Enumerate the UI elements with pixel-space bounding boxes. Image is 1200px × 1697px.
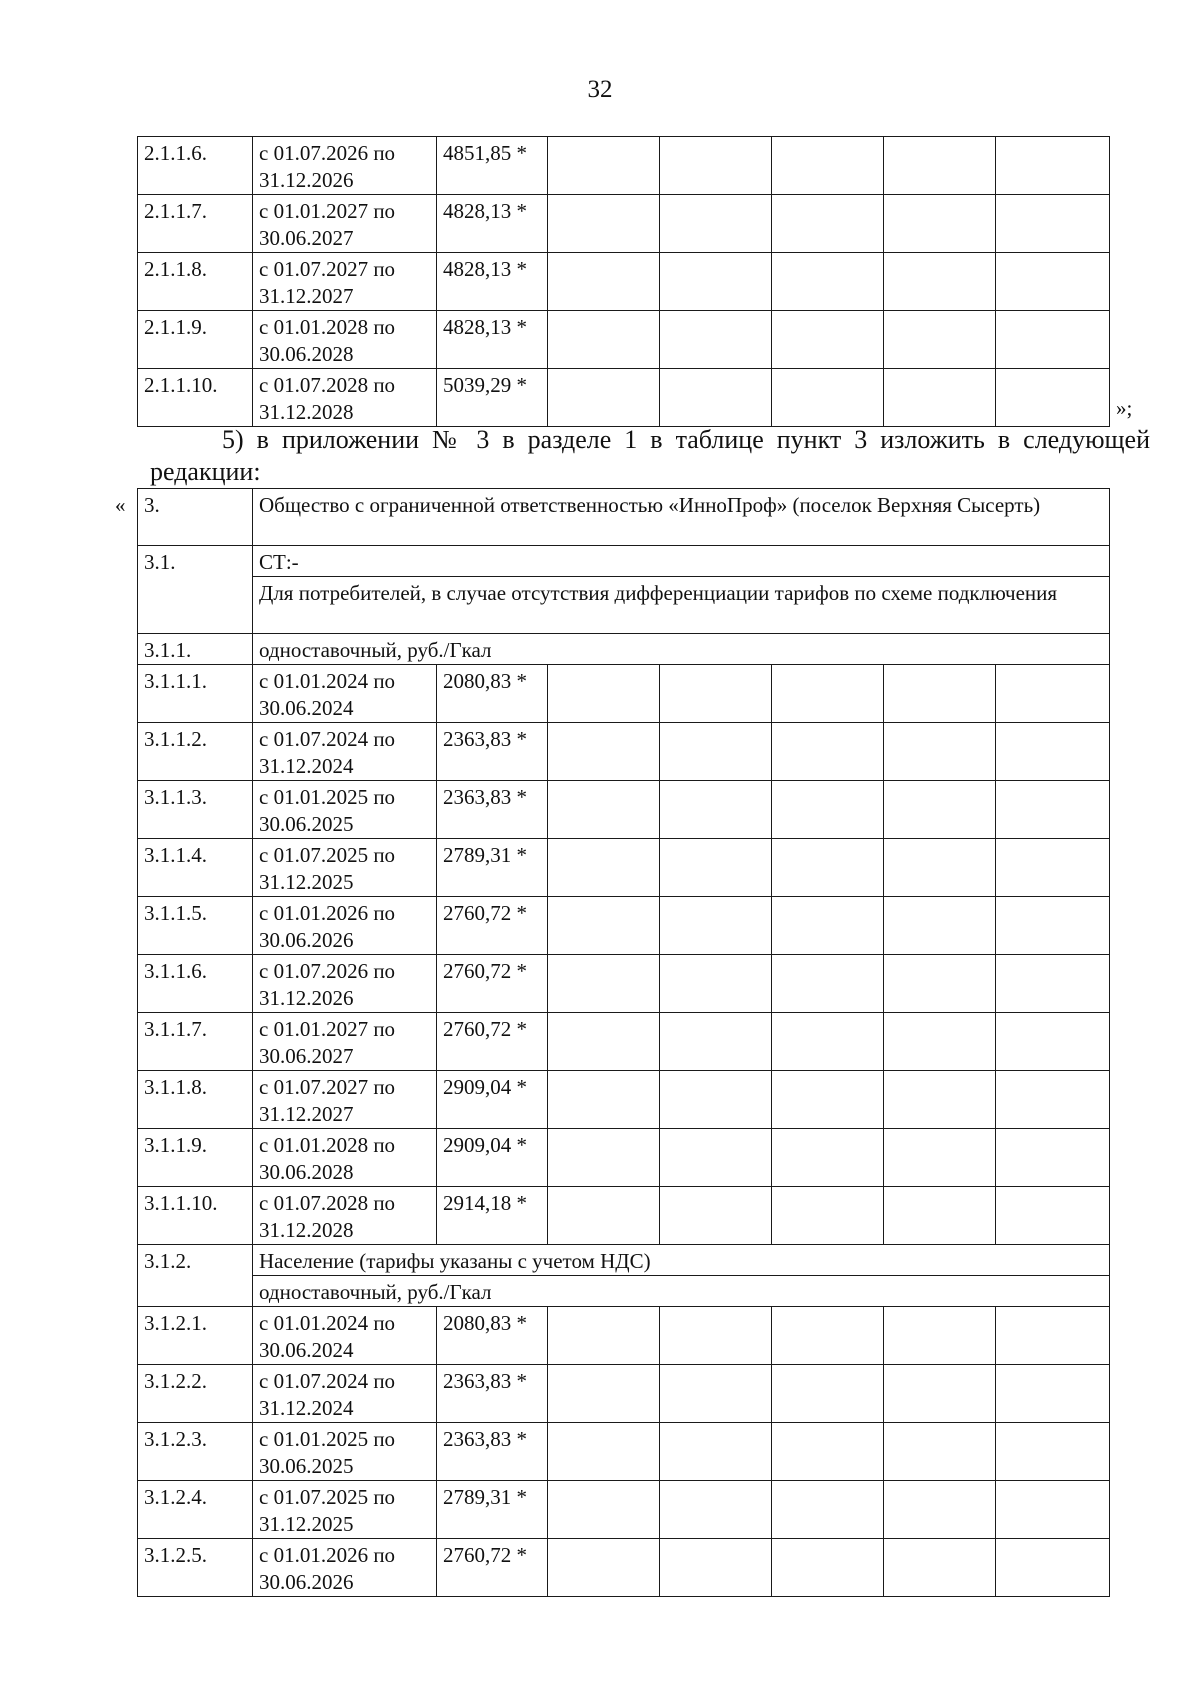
row-period: с 01.01.2024 по 30.06.2024: [253, 665, 437, 723]
empty-cell: [996, 1307, 1110, 1365]
row-code: 3.1.2.1.: [138, 1307, 253, 1365]
table-row: [138, 955, 1110, 1013]
row-code: 3.1.1.6.: [138, 955, 253, 1013]
empty-cell: [772, 195, 884, 253]
empty-cell: [660, 1071, 772, 1129]
row-code: 2.1.1.9.: [138, 311, 253, 369]
empty-cell: [996, 195, 1110, 253]
empty-cell: [996, 1013, 1110, 1071]
empty-cell: [548, 723, 660, 781]
empty-cell: [996, 955, 1110, 1013]
table-row: [138, 1071, 1110, 1129]
empty-cell: [996, 1539, 1110, 1597]
row-code: 3.1.1.7.: [138, 1013, 253, 1071]
row-period: с 01.01.2024 по 30.06.2024: [253, 1307, 437, 1365]
consumers-row: [138, 577, 1110, 634]
row-value: 5039,29 *: [437, 369, 548, 427]
empty-cell: [660, 1423, 772, 1481]
table-row: [138, 1013, 1110, 1071]
empty-cell: [996, 723, 1110, 781]
table-row: [138, 253, 1110, 311]
row-value: 2909,04 *: [437, 1071, 548, 1129]
empty-cell: [660, 955, 772, 1013]
population-row: [138, 1245, 1110, 1276]
row-value: 2914,18 *: [437, 1187, 548, 1245]
row-code: 3.1.1.10.: [138, 1187, 253, 1245]
row-code: 3.1.2.3.: [138, 1423, 253, 1481]
empty-cell: [660, 839, 772, 897]
empty-cell: [772, 369, 884, 427]
empty-cell: [548, 195, 660, 253]
row-value: 2080,83 *: [437, 1307, 548, 1365]
empty-cell: [772, 1187, 884, 1245]
rate-label: одноставочный, руб./Гкал: [253, 634, 1110, 665]
empty-cell: [884, 955, 996, 1013]
table-row: [138, 369, 1110, 427]
empty-cell: [884, 1013, 996, 1071]
row-code: 3.1.1.3.: [138, 781, 253, 839]
empty-cell: [660, 1365, 772, 1423]
table-row: [138, 1423, 1110, 1481]
row-code: 2.1.1.7.: [138, 195, 253, 253]
empty-cell: [548, 1423, 660, 1481]
empty-cell: [772, 1013, 884, 1071]
row-value: 2760,72 *: [437, 1539, 548, 1597]
table-row: [138, 839, 1110, 897]
row-code: 3.1.2.4.: [138, 1481, 253, 1539]
row-code: 2.1.1.8.: [138, 253, 253, 311]
table-row: [138, 1365, 1110, 1423]
rate-code: 3.1.1.: [138, 634, 253, 665]
empty-cell: [996, 1071, 1110, 1129]
empty-cell: [660, 781, 772, 839]
empty-cell: [996, 897, 1110, 955]
table-row: [138, 1539, 1110, 1597]
row-value: 2363,83 *: [437, 723, 548, 781]
empty-cell: [884, 665, 996, 723]
row-period: с 01.01.2027 по 30.06.2027: [253, 1013, 437, 1071]
table-row: [138, 311, 1110, 369]
empty-cell: [660, 897, 772, 955]
row-code: 3.1.1.4.: [138, 839, 253, 897]
page-number: 32: [587, 76, 613, 103]
empty-cell: [884, 1129, 996, 1187]
empty-cell: [548, 665, 660, 723]
empty-cell: [884, 1187, 996, 1245]
row-period: с 01.07.2027 по 31.12.2027: [253, 253, 437, 311]
empty-cell: [660, 253, 772, 311]
row-period: с 01.07.2028 по 31.12.2028: [253, 1187, 437, 1245]
empty-cell: [772, 1481, 884, 1539]
empty-cell: [548, 1187, 660, 1245]
empty-cell: [548, 1539, 660, 1597]
empty-cell: [996, 839, 1110, 897]
empty-cell: [772, 1365, 884, 1423]
row-period: с 01.01.2028 по 30.06.2028: [253, 1129, 437, 1187]
row-value: 2789,31 *: [437, 839, 548, 897]
empty-cell: [660, 1013, 772, 1071]
row-period: с 01.01.2026 по 30.06.2026: [253, 1539, 437, 1597]
row-code: 2.1.1.6.: [138, 137, 253, 195]
row-value: 2363,83 *: [437, 1423, 548, 1481]
table-row: [138, 781, 1110, 839]
row-value: 4828,13 *: [437, 311, 548, 369]
empty-cell: [772, 1071, 884, 1129]
section-code: 3.: [138, 489, 253, 546]
empty-cell: [660, 1481, 772, 1539]
table-row: [138, 897, 1110, 955]
empty-cell: [548, 781, 660, 839]
empty-cell: [660, 311, 772, 369]
row-code: 3.1.1.5.: [138, 897, 253, 955]
empty-cell: [884, 839, 996, 897]
empty-cell: [884, 1071, 996, 1129]
empty-cell: [884, 1307, 996, 1365]
empty-cell: [772, 311, 884, 369]
empty-cell: [996, 1365, 1110, 1423]
row-value: 2760,72 *: [437, 897, 548, 955]
empty-cell: [548, 839, 660, 897]
row-period: с 01.07.2025 по 31.12.2025: [253, 1481, 437, 1539]
empty-cell: [772, 1307, 884, 1365]
empty-cell: [996, 1423, 1110, 1481]
organization-name: Общество с ограниченной ответственностью «ИнноПроф» (поселок Верхняя Сысерть): [253, 489, 1110, 546]
empty-cell: [548, 955, 660, 1013]
empty-cell: [548, 1307, 660, 1365]
empty-cell: [772, 1539, 884, 1597]
table-row: [138, 195, 1110, 253]
row-code: 3.1.2.5.: [138, 1539, 253, 1597]
empty-cell: [660, 665, 772, 723]
row-value: 2909,04 *: [437, 1129, 548, 1187]
row-value: 2760,72 *: [437, 955, 548, 1013]
tariff-table-continued: [137, 136, 1110, 427]
empty-cell: [996, 1187, 1110, 1245]
table-row: [138, 1481, 1110, 1539]
population-label: Население (тарифы указаны с учетом НДС): [253, 1245, 1110, 1276]
row-value: 2760,72 *: [437, 1013, 548, 1071]
empty-cell: [660, 369, 772, 427]
table-row: [138, 137, 1110, 195]
empty-cell: [884, 723, 996, 781]
empty-cell: [884, 1481, 996, 1539]
empty-cell: [884, 1365, 996, 1423]
row-code: 2.1.1.10.: [138, 369, 253, 427]
row-period: с 01.07.2026 по 31.12.2026: [253, 137, 437, 195]
table-row: [138, 665, 1110, 723]
empty-cell: [548, 897, 660, 955]
row-code: 3.1.1.1.: [138, 665, 253, 723]
empty-cell: [884, 137, 996, 195]
row-period: с 01.01.2025 по 30.06.2025: [253, 1423, 437, 1481]
empty-cell: [772, 839, 884, 897]
empty-cell: [884, 195, 996, 253]
empty-cell: [660, 723, 772, 781]
row-period: с 01.07.2025 по 31.12.2025: [253, 839, 437, 897]
empty-cell: [996, 781, 1110, 839]
empty-cell: [884, 781, 996, 839]
row-code: 3.1.1.8.: [138, 1071, 253, 1129]
subsection-row: [138, 546, 1110, 577]
empty-cell: [772, 137, 884, 195]
closing-quote: »;: [1116, 396, 1133, 420]
row-period: с 01.07.2027 по 31.12.2027: [253, 1071, 437, 1129]
empty-cell: [772, 1129, 884, 1187]
row-value: 2789,31 *: [437, 1481, 548, 1539]
row-code: 3.1.1.9.: [138, 1129, 253, 1187]
section-row: [138, 489, 1110, 546]
empty-cell: [772, 955, 884, 1013]
empty-cell: [996, 1129, 1110, 1187]
rate-label-population: одноставочный, руб./Гкал: [253, 1276, 1110, 1307]
row-value: 4828,13 *: [437, 195, 548, 253]
opening-quote: «: [115, 493, 126, 517]
empty-cell: [772, 723, 884, 781]
empty-cell: [996, 311, 1110, 369]
empty-cell: [884, 369, 996, 427]
empty-cell: [548, 1071, 660, 1129]
row-period: с 01.07.2024 по 31.12.2024: [253, 1365, 437, 1423]
empty-cell: [996, 253, 1110, 311]
row-period: с 01.01.2028 по 30.06.2028: [253, 311, 437, 369]
subsection-code: 3.1.: [138, 546, 253, 634]
empty-cell: [996, 369, 1110, 427]
row-value: 4851,85 *: [437, 137, 548, 195]
empty-cell: [772, 897, 884, 955]
empty-cell: [548, 311, 660, 369]
empty-cell: [660, 1539, 772, 1597]
empty-cell: [772, 665, 884, 723]
row-value: 2363,83 *: [437, 781, 548, 839]
row-period: с 01.07.2024 по 31.12.2024: [253, 723, 437, 781]
row-period: с 01.01.2025 по 30.06.2025: [253, 781, 437, 839]
row-value: 2363,83 *: [437, 1365, 548, 1423]
empty-cell: [884, 1423, 996, 1481]
table-row: [138, 723, 1110, 781]
row-period: с 01.01.2027 по 30.06.2027: [253, 195, 437, 253]
row-period: с 01.07.2028 по 31.12.2028: [253, 369, 437, 427]
rate-row: [138, 634, 1110, 665]
empty-cell: [772, 1423, 884, 1481]
empty-cell: [548, 1013, 660, 1071]
empty-cell: [996, 1481, 1110, 1539]
empty-cell: [548, 1365, 660, 1423]
rate-row-population: [138, 1276, 1110, 1307]
empty-cell: [548, 1129, 660, 1187]
row-value: 4828,13 *: [437, 253, 548, 311]
subsection-label: СТ:-: [253, 546, 1110, 577]
empty-cell: [772, 781, 884, 839]
empty-cell: [548, 137, 660, 195]
table-row: [138, 1129, 1110, 1187]
empty-cell: [548, 1481, 660, 1539]
row-code: 3.1.2.2.: [138, 1365, 253, 1423]
tariff-table-section-3: [137, 488, 1110, 1597]
empty-cell: [660, 1187, 772, 1245]
empty-cell: [548, 253, 660, 311]
consumers-label: Для потребителей, в случае отсутствия дифференциации тарифов по схеме подключения: [253, 577, 1110, 634]
empty-cell: [660, 137, 772, 195]
empty-cell: [660, 1307, 772, 1365]
row-period: с 01.07.2026 по 31.12.2026: [253, 955, 437, 1013]
empty-cell: [772, 253, 884, 311]
empty-cell: [660, 1129, 772, 1187]
empty-cell: [660, 195, 772, 253]
row-code: 3.1.1.2.: [138, 723, 253, 781]
empty-cell: [884, 253, 996, 311]
empty-cell: [884, 1539, 996, 1597]
amendment-paragraph: 5) в приложении № 3 в разделе 1 в таблице пункт 3 изложить в следующей редакции:: [150, 425, 1150, 486]
empty-cell: [548, 369, 660, 427]
empty-cell: [884, 311, 996, 369]
table-row: [138, 1187, 1110, 1245]
row-period: с 01.01.2026 по 30.06.2026: [253, 897, 437, 955]
population-code: 3.1.2.: [138, 1245, 253, 1307]
empty-cell: [996, 665, 1110, 723]
empty-cell: [884, 897, 996, 955]
row-value: 2080,83 *: [437, 665, 548, 723]
empty-cell: [996, 137, 1110, 195]
table-row: [138, 1307, 1110, 1365]
